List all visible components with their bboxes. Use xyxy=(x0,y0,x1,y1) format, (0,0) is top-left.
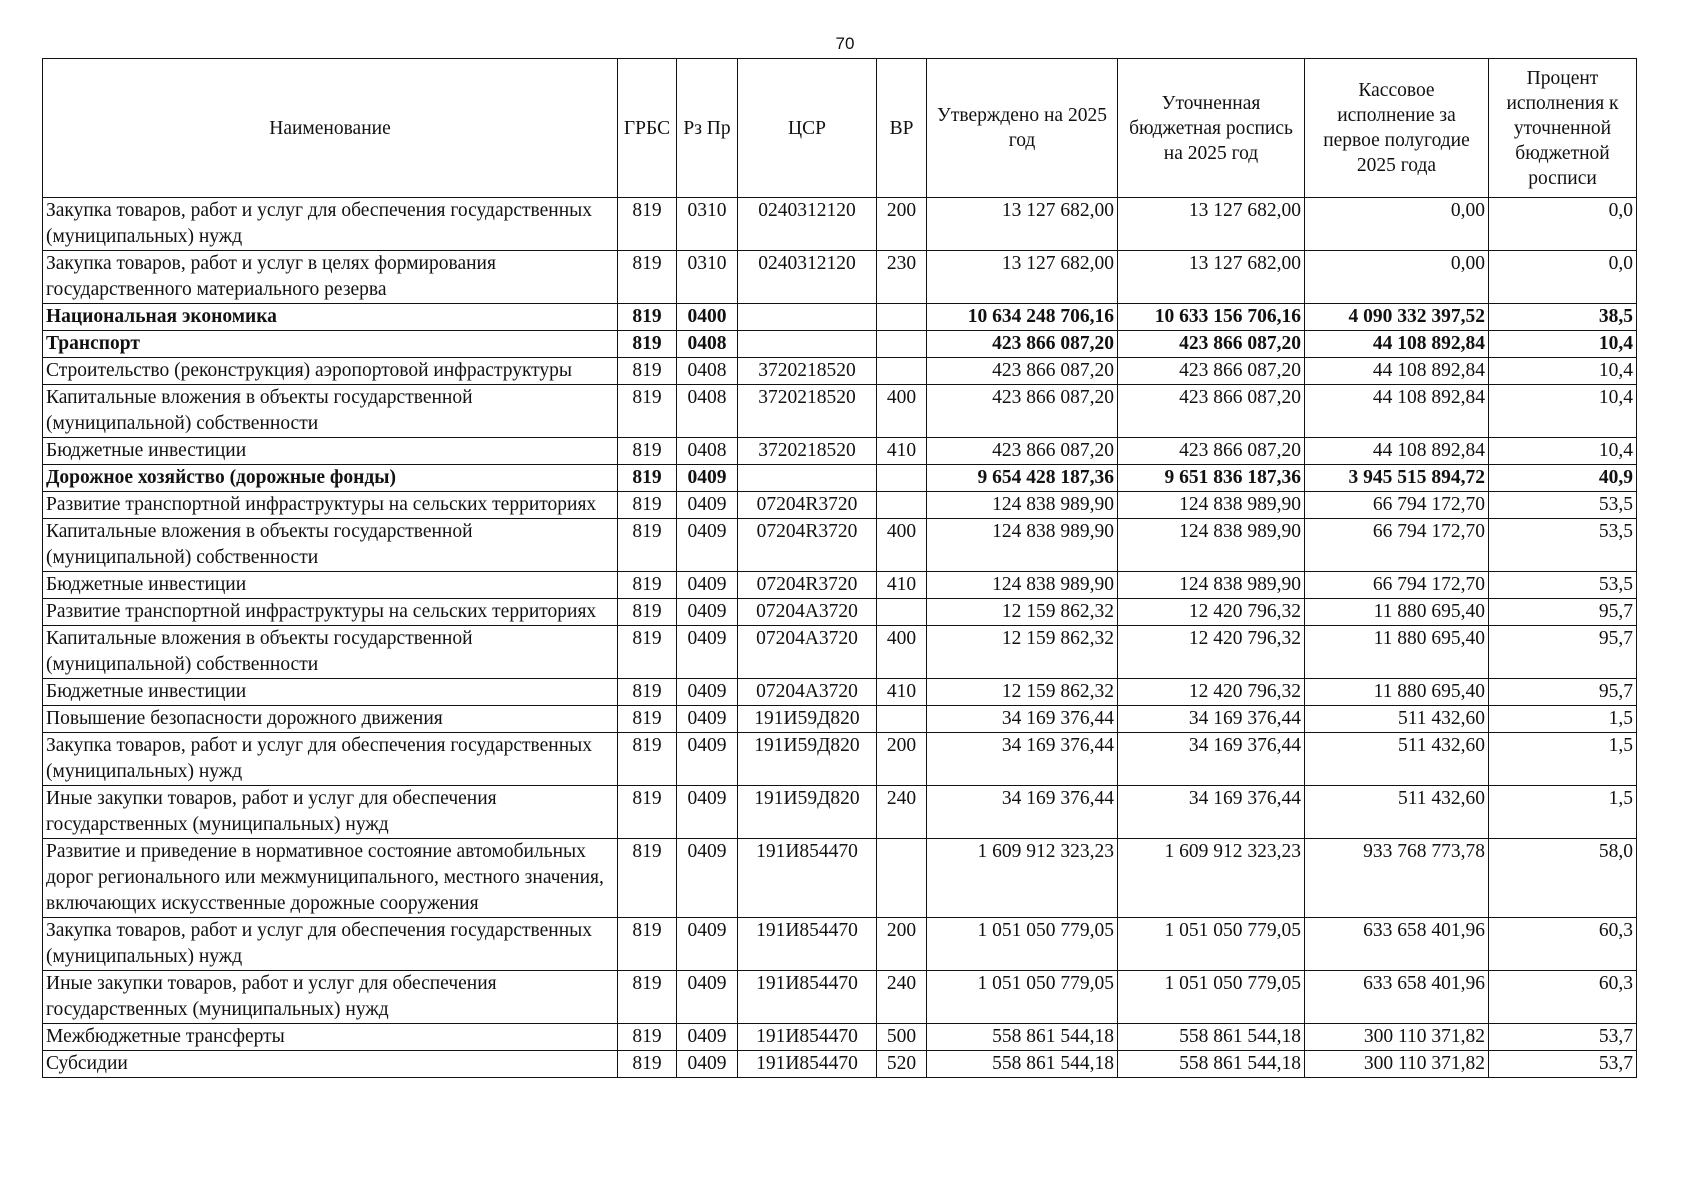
cell-grbs: 819 xyxy=(618,918,677,971)
cell-cash: 66 794 172,70 xyxy=(1305,572,1489,599)
cell-approved: 34 169 376,44 xyxy=(927,733,1118,786)
cell-percent: 53,7 xyxy=(1489,1051,1637,1078)
cell-rzpr: 0409 xyxy=(677,786,738,839)
cell-vr: 230 xyxy=(877,251,927,304)
cell-csr: 07204R3720 xyxy=(738,519,877,572)
cell-vr xyxy=(877,492,927,519)
cell-percent: 53,7 xyxy=(1489,1024,1637,1051)
cell-name: Бюджетные инвестиции xyxy=(43,438,618,465)
cell-vr: 410 xyxy=(877,438,927,465)
cell-approved: 34 169 376,44 xyxy=(927,706,1118,733)
header-refined: Уточненная бюджетная роспись на 2025 год xyxy=(1118,59,1305,198)
table-row xyxy=(43,733,1637,786)
cell-rzpr: 0310 xyxy=(677,198,738,251)
cell-rzpr: 0409 xyxy=(677,918,738,971)
cell-vr xyxy=(877,839,927,918)
cell-cash: 11 880 695,40 xyxy=(1305,626,1489,679)
cell-approved: 34 169 376,44 xyxy=(927,786,1118,839)
cell-grbs: 819 xyxy=(618,358,677,385)
cell-name: Иные закупки товаров, работ и услуг для обеспечения государственных (муниципальных) нужд xyxy=(43,786,618,839)
cell-percent: 1,5 xyxy=(1489,786,1637,839)
table-row xyxy=(43,679,1637,706)
table-row xyxy=(43,492,1637,519)
cell-rzpr: 0409 xyxy=(677,465,738,492)
cell-approved: 12 159 862,32 xyxy=(927,599,1118,626)
cell-name: Закупка товаров, работ и услуг для обеспечения государственных (муниципальных) нужд xyxy=(43,918,618,971)
cell-grbs: 819 xyxy=(618,572,677,599)
cell-cash: 933 768 773,78 xyxy=(1305,839,1489,918)
header-row xyxy=(43,59,1637,198)
cell-csr: 0240312120 xyxy=(738,251,877,304)
cell-cash: 633 658 401,96 xyxy=(1305,971,1489,1024)
cell-vr: 400 xyxy=(877,385,927,438)
cell-grbs: 819 xyxy=(618,385,677,438)
cell-percent: 53,5 xyxy=(1489,572,1637,599)
cell-approved: 12 159 862,32 xyxy=(927,626,1118,679)
table-row xyxy=(43,971,1637,1024)
header-grbs: ГРБС xyxy=(618,59,677,198)
cell-percent: 0,0 xyxy=(1489,198,1637,251)
cell-csr: 191И59Д820 xyxy=(738,706,877,733)
table-row xyxy=(43,1051,1637,1078)
cell-percent: 10,4 xyxy=(1489,438,1637,465)
cell-name: Капитальные вложения в объекты государственной (муниципальной) собственности xyxy=(43,519,618,572)
cell-grbs: 819 xyxy=(618,331,677,358)
table-row xyxy=(43,438,1637,465)
cell-cash: 3 945 515 894,72 xyxy=(1305,465,1489,492)
cell-cash: 300 110 371,82 xyxy=(1305,1024,1489,1051)
cell-name: Субсидии xyxy=(43,1051,618,1078)
cell-approved: 558 861 544,18 xyxy=(927,1051,1118,1078)
cell-vr: 400 xyxy=(877,519,927,572)
table-row xyxy=(43,839,1637,918)
cell-refined: 12 420 796,32 xyxy=(1118,626,1305,679)
cell-csr: 07204R3720 xyxy=(738,492,877,519)
cell-vr: 200 xyxy=(877,918,927,971)
cell-rzpr: 0409 xyxy=(677,492,738,519)
cell-cash: 44 108 892,84 xyxy=(1305,438,1489,465)
table-row xyxy=(43,1024,1637,1051)
cell-csr: 0240312120 xyxy=(738,198,877,251)
cell-refined: 423 866 087,20 xyxy=(1118,438,1305,465)
cell-csr: 191И59Д820 xyxy=(738,733,877,786)
header-percent: Процент исполнения к уточненной бюджетной росписи xyxy=(1489,59,1637,198)
cell-csr: 3720218520 xyxy=(738,438,877,465)
cell-rzpr: 0409 xyxy=(677,599,738,626)
cell-name: Закупка товаров, работ и услуг для обеспечения государственных (муниципальных) нужд xyxy=(43,733,618,786)
cell-refined: 13 127 682,00 xyxy=(1118,198,1305,251)
cell-vr: 200 xyxy=(877,733,927,786)
cell-vr: 500 xyxy=(877,1024,927,1051)
cell-csr xyxy=(738,465,877,492)
cell-csr: 3720218520 xyxy=(738,385,877,438)
cell-name: Бюджетные инвестиции xyxy=(43,679,618,706)
cell-csr: 191И854470 xyxy=(738,1051,877,1078)
cell-vr xyxy=(877,304,927,331)
cell-rzpr: 0409 xyxy=(677,971,738,1024)
table-row xyxy=(43,304,1637,331)
cell-vr: 520 xyxy=(877,1051,927,1078)
cell-percent: 58,0 xyxy=(1489,839,1637,918)
table-row xyxy=(43,251,1637,304)
table-row xyxy=(43,626,1637,679)
cell-rzpr: 0408 xyxy=(677,385,738,438)
cell-percent: 1,5 xyxy=(1489,733,1637,786)
cell-percent: 10,4 xyxy=(1489,331,1637,358)
cell-percent: 95,7 xyxy=(1489,679,1637,706)
cell-grbs: 819 xyxy=(618,679,677,706)
cell-approved: 423 866 087,20 xyxy=(927,358,1118,385)
cell-csr: 191И854470 xyxy=(738,839,877,918)
cell-approved: 10 634 248 706,16 xyxy=(927,304,1118,331)
cell-approved: 1 609 912 323,23 xyxy=(927,839,1118,918)
cell-cash: 44 108 892,84 xyxy=(1305,331,1489,358)
cell-percent: 0,0 xyxy=(1489,251,1637,304)
cell-vr: 400 xyxy=(877,626,927,679)
cell-grbs: 819 xyxy=(618,438,677,465)
cell-vr: 240 xyxy=(877,971,927,1024)
cell-approved: 124 838 989,90 xyxy=(927,519,1118,572)
cell-approved: 124 838 989,90 xyxy=(927,492,1118,519)
cell-name: Бюджетные инвестиции xyxy=(43,572,618,599)
cell-csr: 07204R3720 xyxy=(738,572,877,599)
cell-grbs: 819 xyxy=(618,706,677,733)
cell-grbs: 819 xyxy=(618,304,677,331)
cell-name: Развитие транспортной инфраструктуры на сельских территориях xyxy=(43,599,618,626)
cell-cash: 511 432,60 xyxy=(1305,786,1489,839)
cell-rzpr: 0409 xyxy=(677,706,738,733)
cell-vr xyxy=(877,465,927,492)
cell-grbs: 819 xyxy=(618,626,677,679)
cell-cash: 66 794 172,70 xyxy=(1305,492,1489,519)
table-row xyxy=(43,572,1637,599)
cell-cash: 11 880 695,40 xyxy=(1305,679,1489,706)
cell-name: Национальная экономика xyxy=(43,304,618,331)
cell-rzpr: 0409 xyxy=(677,839,738,918)
cell-vr xyxy=(877,358,927,385)
table-row xyxy=(43,198,1637,251)
cell-grbs: 819 xyxy=(618,1024,677,1051)
cell-name: Дорожное хозяйство (дорожные фонды) xyxy=(43,465,618,492)
table-row xyxy=(43,358,1637,385)
cell-rzpr: 0408 xyxy=(677,331,738,358)
cell-cash: 633 658 401,96 xyxy=(1305,918,1489,971)
cell-grbs: 819 xyxy=(618,839,677,918)
cell-refined: 10 633 156 706,16 xyxy=(1118,304,1305,331)
cell-csr: 07204А3720 xyxy=(738,599,877,626)
cell-refined: 124 838 989,90 xyxy=(1118,519,1305,572)
table-body xyxy=(43,198,1637,1078)
cell-approved: 1 051 050 779,05 xyxy=(927,918,1118,971)
cell-approved: 124 838 989,90 xyxy=(927,572,1118,599)
cell-approved: 9 654 428 187,36 xyxy=(927,465,1118,492)
table-row xyxy=(43,465,1637,492)
cell-csr xyxy=(738,331,877,358)
cell-rzpr: 0409 xyxy=(677,1051,738,1078)
cell-refined: 423 866 087,20 xyxy=(1118,331,1305,358)
cell-name: Транспорт xyxy=(43,331,618,358)
cell-refined: 12 420 796,32 xyxy=(1118,679,1305,706)
table-row xyxy=(43,599,1637,626)
cell-grbs: 819 xyxy=(618,599,677,626)
cell-percent: 53,5 xyxy=(1489,519,1637,572)
table-row xyxy=(43,706,1637,733)
cell-grbs: 819 xyxy=(618,1051,677,1078)
cell-name: Капитальные вложения в объекты государственной (муниципальной) собственности xyxy=(43,385,618,438)
cell-refined: 423 866 087,20 xyxy=(1118,385,1305,438)
cell-rzpr: 0409 xyxy=(677,1024,738,1051)
cell-refined: 34 169 376,44 xyxy=(1118,706,1305,733)
cell-csr: 191И854470 xyxy=(738,971,877,1024)
cell-grbs: 819 xyxy=(618,971,677,1024)
cell-approved: 13 127 682,00 xyxy=(927,251,1118,304)
cell-cash: 11 880 695,40 xyxy=(1305,599,1489,626)
cell-approved: 423 866 087,20 xyxy=(927,385,1118,438)
cell-csr: 191И854470 xyxy=(738,1024,877,1051)
header-csr: ЦСР xyxy=(738,59,877,198)
cell-rzpr: 0409 xyxy=(677,679,738,706)
cell-grbs: 819 xyxy=(618,519,677,572)
cell-rzpr: 0409 xyxy=(677,626,738,679)
cell-percent: 95,7 xyxy=(1489,626,1637,679)
header-vr: ВР xyxy=(877,59,927,198)
cell-csr: 191И59Д820 xyxy=(738,786,877,839)
cell-approved: 12 159 862,32 xyxy=(927,679,1118,706)
cell-approved: 558 861 544,18 xyxy=(927,1024,1118,1051)
cell-vr xyxy=(877,706,927,733)
cell-percent: 95,7 xyxy=(1489,599,1637,626)
cell-cash: 44 108 892,84 xyxy=(1305,358,1489,385)
header-cash: Кассовое исполнение за первое полугодие 2025 года xyxy=(1305,59,1489,198)
cell-name: Развитие и приведение в нормативное состояние автомобильных дорог регионального или межмуниципального, местного значения, включающих искусственные дорожные сооружения xyxy=(43,839,618,918)
cell-name: Иные закупки товаров, работ и услуг для обеспечения государственных (муниципальных) нужд xyxy=(43,971,618,1024)
cell-rzpr: 0400 xyxy=(677,304,738,331)
cell-refined: 1 609 912 323,23 xyxy=(1118,839,1305,918)
cell-vr xyxy=(877,331,927,358)
cell-csr xyxy=(738,304,877,331)
cell-refined: 1 051 050 779,05 xyxy=(1118,971,1305,1024)
cell-vr: 410 xyxy=(877,572,927,599)
cell-rzpr: 0409 xyxy=(677,519,738,572)
header-rzpr: Рз Пр xyxy=(677,59,738,198)
cell-refined: 9 651 836 187,36 xyxy=(1118,465,1305,492)
cell-csr: 3720218520 xyxy=(738,358,877,385)
cell-grbs: 819 xyxy=(618,786,677,839)
cell-rzpr: 0408 xyxy=(677,438,738,465)
header-name: Наименование xyxy=(43,59,618,198)
cell-approved: 423 866 087,20 xyxy=(927,331,1118,358)
cell-vr: 410 xyxy=(877,679,927,706)
cell-rzpr: 0409 xyxy=(677,733,738,786)
cell-refined: 558 861 544,18 xyxy=(1118,1024,1305,1051)
cell-percent: 60,3 xyxy=(1489,971,1637,1024)
table-row xyxy=(43,918,1637,971)
cell-refined: 124 838 989,90 xyxy=(1118,492,1305,519)
cell-name: Капитальные вложения в объекты государственной (муниципальной) собственности xyxy=(43,626,618,679)
cell-approved: 13 127 682,00 xyxy=(927,198,1118,251)
cell-approved: 423 866 087,20 xyxy=(927,438,1118,465)
cell-vr: 200 xyxy=(877,198,927,251)
cell-refined: 1 051 050 779,05 xyxy=(1118,918,1305,971)
cell-rzpr: 0310 xyxy=(677,251,738,304)
cell-grbs: 819 xyxy=(618,733,677,786)
cell-csr: 07204А3720 xyxy=(738,679,877,706)
cell-rzpr: 0409 xyxy=(677,572,738,599)
cell-csr: 07204А3720 xyxy=(738,626,877,679)
cell-cash: 511 432,60 xyxy=(1305,706,1489,733)
cell-percent: 10,4 xyxy=(1489,358,1637,385)
table-row xyxy=(43,786,1637,839)
table-row xyxy=(43,519,1637,572)
cell-vr xyxy=(877,599,927,626)
cell-refined: 12 420 796,32 xyxy=(1118,599,1305,626)
cell-grbs: 819 xyxy=(618,492,677,519)
cell-cash: 300 110 371,82 xyxy=(1305,1051,1489,1078)
table-row xyxy=(43,331,1637,358)
cell-cash: 0,00 xyxy=(1305,198,1489,251)
cell-grbs: 819 xyxy=(618,465,677,492)
cell-refined: 34 169 376,44 xyxy=(1118,786,1305,839)
cell-cash: 0,00 xyxy=(1305,251,1489,304)
cell-name: Межбюджетные трансферты xyxy=(43,1024,618,1051)
cell-refined: 34 169 376,44 xyxy=(1118,733,1305,786)
cell-rzpr: 0408 xyxy=(677,358,738,385)
budget-table xyxy=(42,58,1637,1078)
cell-name: Закупка товаров, работ и услуг для обеспечения государственных (муниципальных) нужд xyxy=(43,198,618,251)
cell-refined: 558 861 544,18 xyxy=(1118,1051,1305,1078)
cell-percent: 40,9 xyxy=(1489,465,1637,492)
cell-name: Закупка товаров, работ и услуг в целях формирования государственного материального резерва xyxy=(43,251,618,304)
cell-percent: 10,4 xyxy=(1489,385,1637,438)
cell-percent: 53,5 xyxy=(1489,492,1637,519)
cell-refined: 124 838 989,90 xyxy=(1118,572,1305,599)
page-number: 70 xyxy=(835,34,855,53)
cell-refined: 423 866 087,20 xyxy=(1118,358,1305,385)
table-row xyxy=(43,385,1637,438)
cell-percent: 38,5 xyxy=(1489,304,1637,331)
cell-approved: 1 051 050 779,05 xyxy=(927,971,1118,1024)
cell-csr: 191И854470 xyxy=(738,918,877,971)
cell-cash: 4 090 332 397,52 xyxy=(1305,304,1489,331)
cell-percent: 60,3 xyxy=(1489,918,1637,971)
cell-name: Развитие транспортной инфраструктуры на сельских территориях xyxy=(43,492,618,519)
cell-vr: 240 xyxy=(877,786,927,839)
cell-refined: 13 127 682,00 xyxy=(1118,251,1305,304)
header-approved: Утверждено на 2025 год xyxy=(927,59,1118,198)
cell-name: Повышение безопасности дорожного движения xyxy=(43,706,618,733)
cell-name: Строительство (реконструкция) аэропортовой инфраструктуры xyxy=(43,358,618,385)
cell-cash: 44 108 892,84 xyxy=(1305,385,1489,438)
cell-cash: 511 432,60 xyxy=(1305,733,1489,786)
cell-grbs: 819 xyxy=(618,251,677,304)
cell-percent: 1,5 xyxy=(1489,706,1637,733)
cell-grbs: 819 xyxy=(618,198,677,251)
cell-cash: 66 794 172,70 xyxy=(1305,519,1489,572)
